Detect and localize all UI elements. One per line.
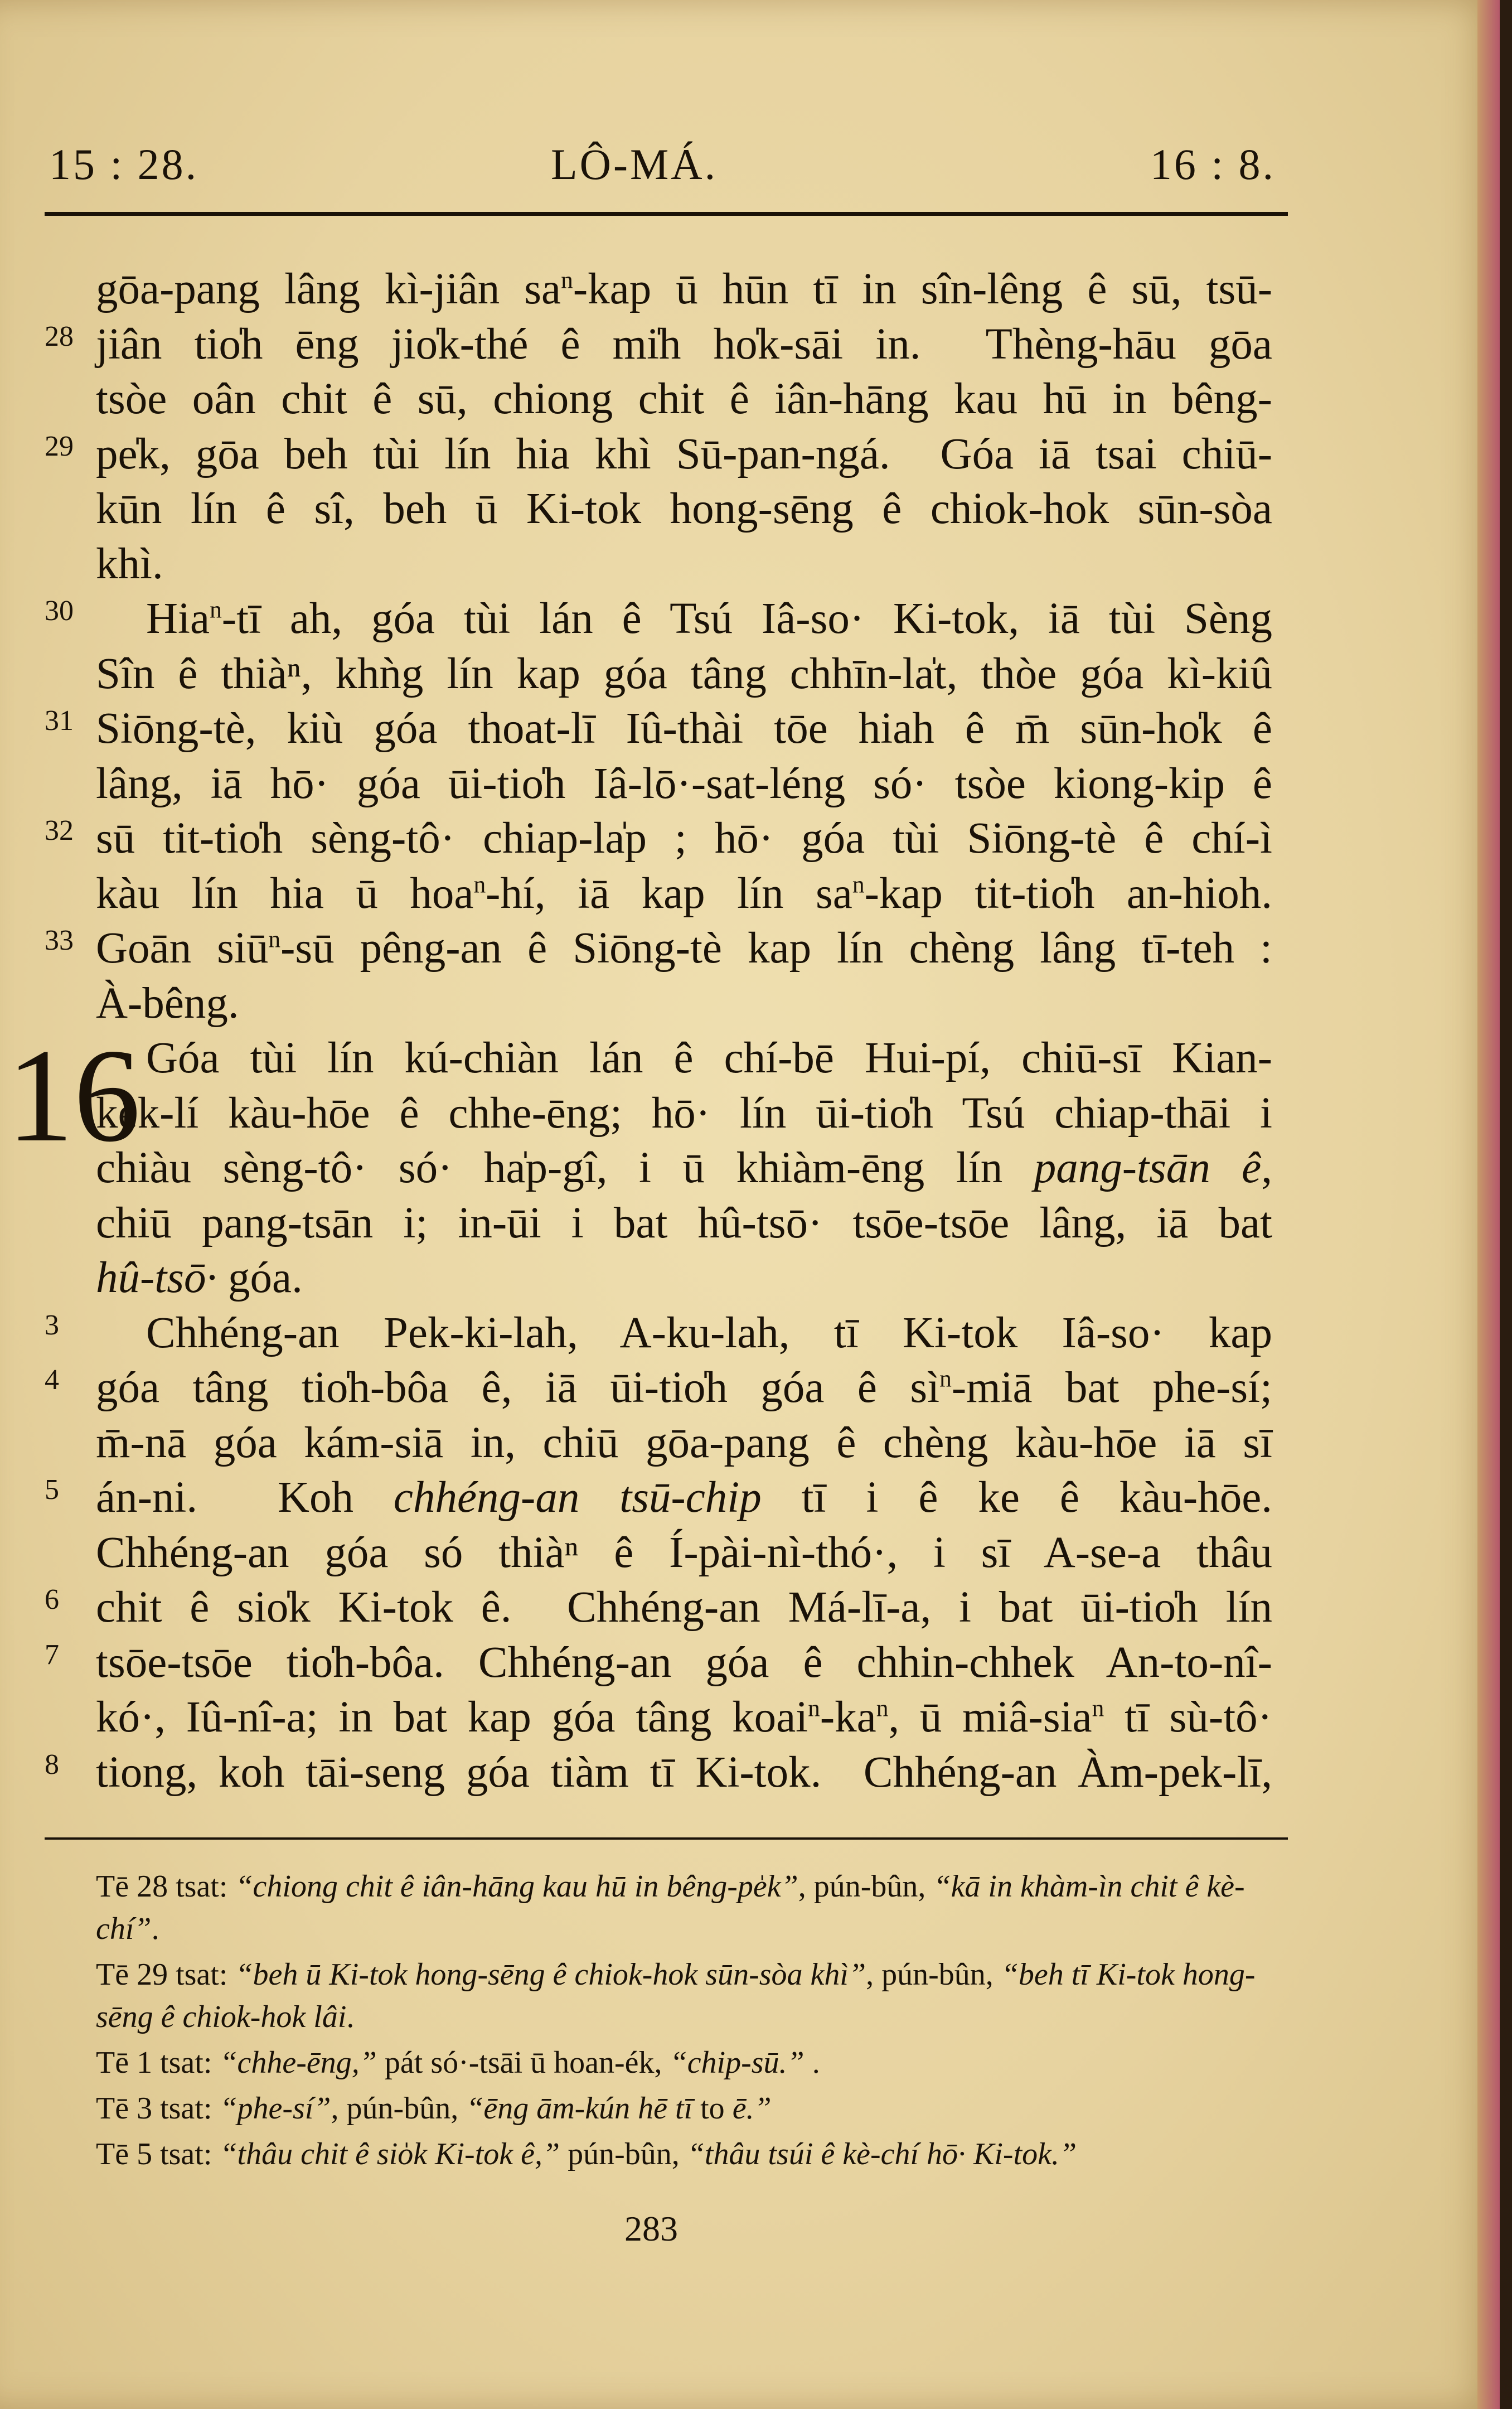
text-line (96, 372, 1272, 427)
text-line (96, 1141, 1272, 1196)
header-left-reference: 15 : 28. (49, 140, 199, 188)
text-line (96, 1526, 1272, 1581)
line-text: Sîn ê thiàⁿ, khǹg lín kap góa tâng chhīn-la̍t, thòe góa kì-kiû (96, 649, 1272, 698)
text-line (45, 317, 1272, 373)
page-number: 283 (624, 2209, 678, 2248)
line-text: À-bêng. (96, 979, 239, 1028)
header-right-reference: 16 : 8. (1150, 140, 1276, 188)
line-text: hû-tsō· góa. (96, 1254, 303, 1302)
text-line (45, 1361, 1272, 1416)
line-text: Chhéng-an Pek-ki-lah, A-ku-lah, tī Ki-tok Iâ-so· kap (146, 1308, 1272, 1357)
footnote-rule (45, 1837, 1288, 1840)
verse-number: 31 (45, 705, 74, 737)
text-line (45, 592, 1272, 647)
text-line (96, 647, 1272, 702)
header-book-title: LÔ-MÁ. (551, 140, 718, 188)
text-line (45, 1580, 1272, 1636)
verse-number: 4 (45, 1364, 59, 1396)
header-rule (45, 212, 1288, 216)
text-line (45, 811, 1272, 867)
page-edge (1477, 0, 1500, 2409)
text-line (96, 976, 1272, 1032)
text-line (45, 1636, 1272, 1691)
line-text: Góa tùi lín kú-chiàn lán ê chí-bē Hui-pí, chiū-sī Kian- (146, 1034, 1272, 1082)
line-text: tsōe-tsōe tio̍h-bôa. Chhéng-an góa ê chhin-chhek An-to-nî- (96, 1638, 1272, 1687)
text-line (45, 427, 1272, 482)
line-text: tsòe oân chit ê sū, chiong chit ê iân-hāng kau hū in bêng- (96, 375, 1272, 423)
footnote: Tē 3 tsat: “phe-sí”, pún-bûn, “ēng ām-kún hē tī to ē.” (96, 2091, 772, 2126)
verse-number: 6 (45, 1584, 59, 1615)
line-text: kūn lín ê sî, beh ū Ki-tok hong-sēng ê chiok-hok sūn-sòa (96, 485, 1272, 533)
footnote: Tē 1 tsat: “chhe-ēng,” pát só·-tsāi ū hoan-ék, “chip-sū.” . (96, 2045, 820, 2080)
line-text: chit ê sio̍k Ki-tok ê. Chhéng-an Má-lī-a, i bat ūi-tio̍h lín (96, 1583, 1272, 1632)
text-line (96, 867, 1272, 922)
line-text: Hia$^n$-tī ah, góa tùi lán ê Tsú Iâ-so· Ki-tok, iā tùi Sèng (146, 594, 1272, 643)
running-header (49, 139, 1276, 201)
line-text: kek-lí kàu-hōe ê chhe-ēng; hō· lín ūi-tio̍h Tsú chiap-thāi i (96, 1089, 1272, 1138)
verse-number: 33 (45, 925, 74, 956)
verse-number: 30 (45, 595, 74, 627)
text-line (45, 1470, 1273, 1526)
footnote: Tē 5 tsat: “thâu chit ê sio̍k Ki-tok ê,” pún-bûn, “thâu tsúi ê kè-chí hō· Ki-tok.” (96, 2137, 1077, 2171)
line-text: kàu lín hia ū hoa$^n$-hí, iā kap lín $sa^n$-kap tit-tio̍h an-hioh. (96, 869, 1272, 918)
line-text: pe̍k, gōa beh tùi lín hia khì Sū-pan-ngá. Góa iā tsai chiū- (96, 429, 1272, 478)
line-text: lâng, iā hō· góa ūi-tio̍h Iâ-lō·-sat-léng só· tsòe kiong-kip ê (96, 759, 1272, 808)
text-line (96, 757, 1272, 812)
line-text: Siōng-tè, kiù góa thoat-lī Iû-thài tōe hiah ê m̄ sūn-ho̍k ê (96, 704, 1272, 753)
verse-number: 7 (45, 1638, 59, 1671)
text-line (96, 537, 1272, 592)
line-text: kó·, Iû-nî-a; in bat kap góa tâng $koai^n-ka^n$, ū miâ-sia$^n$ tī sù-tô· (96, 1693, 1272, 1742)
chapter-number: 16 (7, 1021, 140, 1169)
line-text: khì. (96, 539, 163, 588)
verse-number: 29 (45, 430, 74, 462)
line-text: án-ni. Koh chhéng-an tsū-chip tī i ê ke ê kàu-hōe. (96, 1473, 1273, 1522)
line-text: Chhéng-an góa só thiàⁿ ê Í-pài-nì-thó·, i sī A-se-a thâu (96, 1528, 1272, 1577)
line-text: jiân tio̍h ēng jio̍k-thé ê mi̍h ho̍k-sāi in. Thèng-hāu gōa (96, 320, 1272, 369)
line-text: gōa-pang lâng kì-jiân $sa^n$-kap ū hūn tī in sîn-lêng ê sū, tsū- (96, 265, 1272, 313)
scripture-text (7, 262, 1273, 1800)
verse-number: 28 (45, 320, 74, 352)
text-line (45, 1306, 1272, 1361)
line-text: sū tit-tio̍h sèng-tô· chiap-la̍p ; hō· góa tùi Siōng-tè ê chí-ì (96, 814, 1272, 863)
footnotes (96, 1865, 1278, 2179)
text-line (96, 262, 1272, 317)
text-line (96, 1690, 1272, 1745)
text-line (45, 921, 1272, 976)
line-text: m̄-nā góa kám-siā in, chiū gōa-pang ê chèng kàu-hōe iā sī (96, 1418, 1272, 1467)
text-line (45, 702, 1272, 757)
verse-number: 8 (45, 1748, 59, 1781)
footnote: Tē 28 tsat: “chiong chit ê iân-hāng kau hū in bêng-pe̍k”, pún-bûn, “kā in khàm-ìn chit ê kè-chí”. (96, 1869, 1245, 1946)
text-line (96, 1196, 1272, 1251)
line-text: góa tâng tio̍h-bôa ê, iā ūi-tio̍h góa ê $sì^n$-miā bat phe-sí; (96, 1363, 1272, 1412)
line-text: tiong, koh tāi-seng góa tiàm tī Ki-tok. Chhéng-an Àm-pek-lī, (96, 1748, 1272, 1797)
line-text: chiū pang-tsān i; in-ūi i bat hû-tsō· tsōe-tsōe lâng, iā bat (96, 1198, 1272, 1247)
verse-number: 32 (45, 815, 74, 846)
line-text: Goān siū$^n$-sū pêng-an ê Siōng-tè kap lín chèng lâng tī-teh : (96, 924, 1272, 973)
verse-number: 3 (45, 1309, 59, 1341)
text-line (96, 1086, 1272, 1141)
text-line (96, 482, 1272, 537)
footnote: Tē 29 tsat: “beh ū Ki-tok hong-sēng ê chiok-hok sūn-sòa khì”, pún-bûn, “beh tī Ki-tok hong-sēng ê chiok-hok lâi. (96, 1957, 1256, 2034)
text-line (96, 1251, 1272, 1306)
line-text: chiàu sèng-tô· só· ha̍p-gî, i ū khiàm-ēng lín pang-tsān ê, (96, 1144, 1272, 1192)
verse-number: 5 (45, 1474, 59, 1506)
text-line (96, 1416, 1272, 1471)
text-line (45, 1745, 1272, 1801)
